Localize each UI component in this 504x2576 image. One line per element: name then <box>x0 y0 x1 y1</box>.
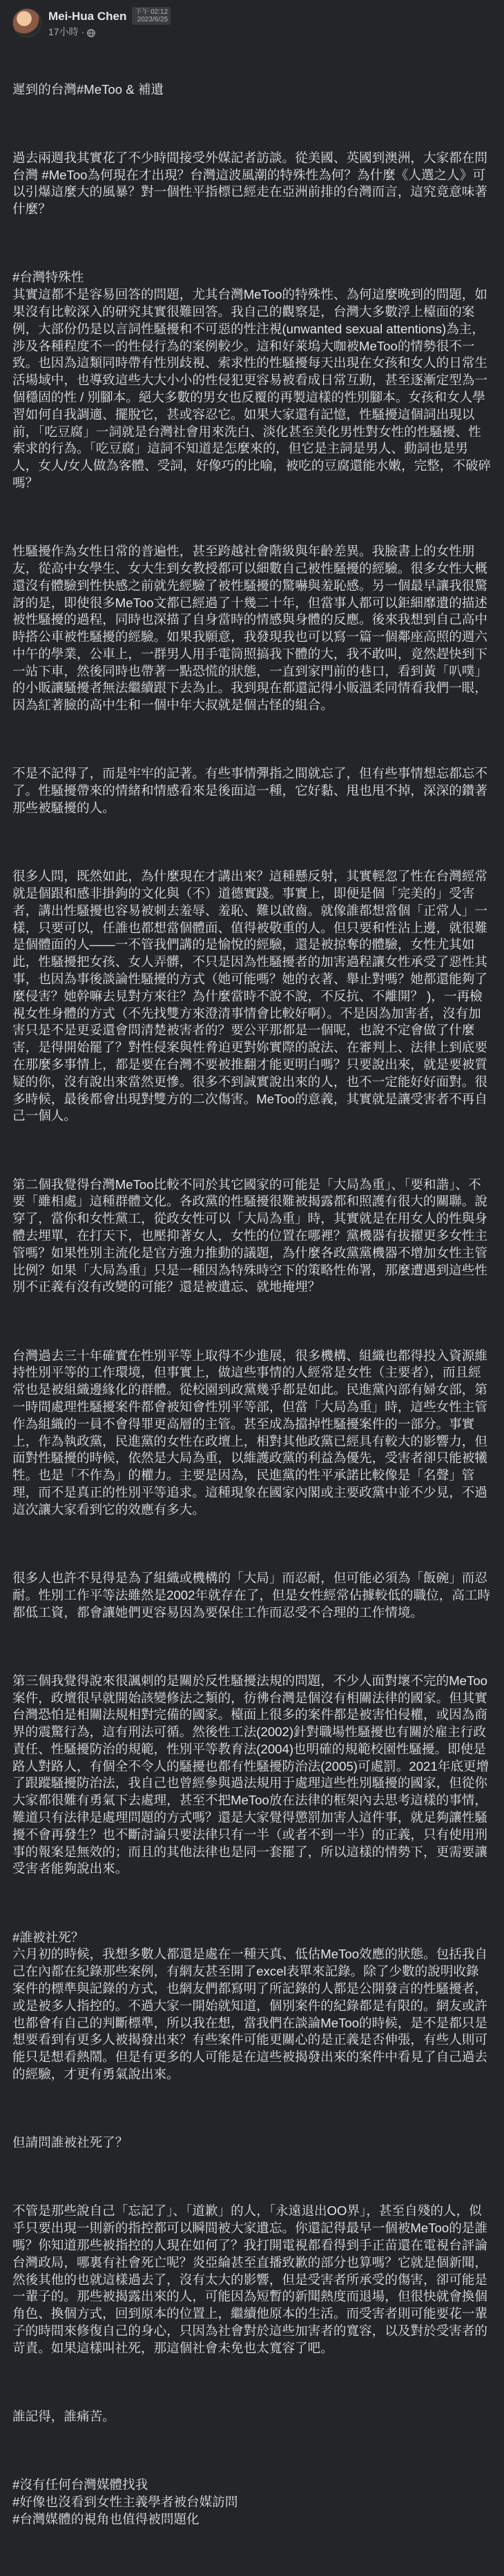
stamp-date: 2023/6/25 <box>137 16 168 24</box>
post-paragraph: 第三個我覺得說來很諷刺的是關於反性騷擾法規的問題，不少人面對壞不完的MeToo案件，政壇很早就開始該變修法之類的，彷彿台灣是個沒有相關法律的國家。但其實台灣恐怕是相關法規相對完備的國家。檯面上很多的案件都是被害怕侵權，或因為商界的震驚行為，這有刑法可循。然後性工法(2002)針對職場性騷擾也有關於雇主行政責任、性騷擾防治的規範，性別平等教育法(2004)也明確的規範校園性騷擾。即使是路人對路人，有個全不令人的騷擾也都有性騷擾防治法(2005)可處罰。2021年底更增了跟蹤騷擾防治法，我自己也曾經參與過法規用于處理這些性別騷擾的國家，但從你大家都很難有勇氣下去處理，甚至不把MeToo放在法律的框架內去思考這樣的事情，難道只有法律是處理問題的方式嗎？還是大家覺得懲罰加害人這件事，就足夠讓性騷擾不會再發生？也不斷討論只要法律只有一半（或者不到一半）的正義，只有使用刑事的報案是無效的；而且的其他法律也是同一套罷了，所以這樣的情勢下，更需要讓受害者能夠說出來。 <box>12 1673 490 1876</box>
author-name-row <box>48 7 171 25</box>
post-paragraph: 但請問誰被社死了？ <box>12 2135 128 2150</box>
post-paragraph: #誰被社死？ 六月初的時候，我想多數人都還是處在一種天真、低估MeToo效應的狀態。包括我自己在內都在紀錄那些案例，有網友甚至開了excel表單來記錄。除了少數的說明收錄案件的標準與記錄的方式，也網友們都寫明了所記錄的人都是公開發言的性騷擾者，或是被多人指控的。不過大家一開始就知道，個別案件的紀錄都是有限的。網友或許也都會有自己的判斷標準，所以我在想，當我們在談論MeToo的時候，是不是都只是想要看到有更多人被揭發出來？有些案件可能更關心的是正義是否伸張，有些人則可能只是想看熱鬧。但是有更多的人可能是在這些被揭發出來的案件中看見了自己過去的經驗，才更有勇氣說出來。 <box>12 1929 487 2082</box>
timestamp-stamp <box>132 7 171 25</box>
post-paragraph: 不管是那些說自己「忘記了」、「道歉」的人，「永遠退出OO界」，甚至自殘的人，似乎只要出現一則新的指控都可以瞬間被大家遺忘。你還記得最早一個被MeToo的是誰嗎？你知道那些被指控的人現在如何了？我打開電視都看得到手正苗還在電視台評論台灣政局，哪裏有社會死亡呢？炎亞綸甚至直播致歉的部分也算嗎？它就是個新聞，然後其他的也就這樣過去了，沒有太大的影響，但是受害者所承受的傷害，卻可能是一輩子的。那些被揭露出來的人，可能因為短暫的新聞熱度而退場，但很快就會換個角色、換個方式，回到原本的位置上，繼續他原本的生活。而受害者則可能要花一輩子的時間來修復自己的身心，只因為社會對於這些加害者的寬容，以及對於受害者的苛責。如果這樣叫社死，那這個社會未免也太寬容了吧。 <box>12 2203 487 2355</box>
post-paragraph: 不是不記得了，而是牢牢的記著。有些事情彈指之間就忘了，但有些事情想忘都忘不了。性騷擾帶來的情緒和情感看來是後面這一種，它好黏、甩也甩不掉，深深的鑽著那些被騷擾的人。 <box>12 766 487 816</box>
post-paragraph: 台灣過去三十年確實在性別平等上取得不少進展，很多機構、組織也都得投入資源維持性別平等的工作環境，但事實上，做這些事情的人經常是女性（主要者），而且經常也是被組織邊緣化的群體。從校園到政黨幾乎都是如此。民進黨內部有婦女部，第一時間處理性騷擾案件都會被知會性別平等部，但當「大局為重」時，這些女性主管作為組織的一員不會得罪更高層的主管。甚至成為擋掉性騷擾案件的一部分。事實上，作為執政黨，民進黨的女性在政壇上，相對其他政黨已經具有較大的影響力，但面對性騷擾的時候，依然是大局為重，以維護政黨的利益為優先，受害者卻只能被犧牲。也是「不作為」的權力。主要是因為，民進黨的性平承諾比較像是「名聲」管理，而不是真正的性別平等追求。這種現象在國家內閣或主要政黨中並不少見，不過這次讓大家看到它的效應有多大。 <box>12 1348 487 1517</box>
post-time[interactable]: 17小時 <box>48 26 79 38</box>
post-paragraph: #台灣特殊性 其實這都不是容易回答的問題，尤其台灣MeToo的特殊性、為何這麼晚到的問題，如果沒有比較深入的研究其實很難回答。我自己的觀察是，台灣大多數浮上檯面的案例，大部份仍是以言詞性騷擾和不可惡的性注視(unwanted sexual attentions)為主，涉及各種程度不一的性侵行為的案例較少。這和好萊塢大咖被MeToo的情勢很不一致。也因為這類同時帶有性別歧視、索求性的性騷擾每天出現在女孩和女人的日常生活場域中，也導致這些大大小小的性侵犯更容易被看成日常互動，甚至逐漸定型為一個穩固的性 / 別腳本。絕大多數的男女也反覆的再製這樣的性別腳本。女孩和女人學習如何自我調適、擺脫它，甚或容忍它。如果大家還有記憶，性騷擾這個詞出現以前，「吃豆腐」一詞就是台灣社會用來洗白、淡化甚至美化男性對女性的性騷擾、性索求的行為。「吃豆腐」這詞不知道是怎麼來的，但它是主詞是男人、動詞也是男人，女人/女人做為客體、受詞，好像巧的比喻，被吃的豆腐還能水嫩，完整，不破碎嗎？ <box>12 270 492 490</box>
post-paragraph: 遲到的台灣#MeToo & 補遺 <box>12 81 164 97</box>
post-hashtags[interactable]: #沒有任何台灣媒體找我 #好像也沒看到女性主義學者被台媒訪問 #台灣媒體的視角也值得被問題化 <box>12 2477 238 2526</box>
post-paragraph: 誰記得，誰痛苦。 <box>12 2408 115 2423</box>
author-avatar[interactable] <box>12 8 41 37</box>
post-subline: 17小時 · <box>48 26 171 39</box>
post-paragraph: 第二個我覺得台灣MeToo比較不同於其它國家的可能是「大局為重」、「要和諧」、不要「雖相處」這種群體文化。各政黨的性騷擾很難被揭露都和照護有很大的關聯。說穿了，當你和女性黨工，從政女性可以「大局為重」時，其實就是在用女人的性與身體去埋單，在打天下，也壓抑著女人，女性的位置在哪裡？黨機器有拔擢更多女性主管嗎？如果性別主流化是官方強力推動的議題，為什麼各政黨黨機器不增加女性主管比例？如果「大局為重」只是一種因為特殊時空下的策略性佈署，那麼遭遇到這些性別不正義有沒有改變的可能？還是被遺忘、就地掩埋？ <box>12 1177 487 1295</box>
post-paragraph: 很多人問，既然如此，為什麼現在才講出來？這種懸反射，其實輕忽了性在台灣經常就是個跟和感非掛鉤的文化與（不）道德實踐。事實上，即便是個「完美的」受害者，講出性騷擾也容易被刺去羞辱、羞恥、難以啟齒。就像誰都想當個「正常人」一樣，只要可以，任誰也都想當個體面、值得被敬重的人。但只要和性沾上邊，就很難是個體面的人——一不管我們講的是愉悅的經驗，還是被掠奪的體驗，女性尤其如此，性騷擾把女孩、女人弄髒，不只是因為性騷擾者的加害過程讓女性承受了惡性其事，也因為事後談論性騷擾的方式（她可能嗎？她的衣著、舉止對嗎？她都還能夠了麼侵害？她幹嘛去見對方來往？為什麼當時不說不說，不反抗、不離開？ )，一再檢視女性身體的方式（不先找雙方來澄清事情會比較好啊）。不是因為加害者，沒有加害只是不是更妥還會問清楚被害者的？要公平那都是一個呢，也說不定會做了什麼害，是得開始罷了？對性侵案與性脅迫更對妳實際的說法、在審判上、法律上到底要在那麼多事情上，都是要在台灣不要被推翻才能更明白嗎？只要說出來，就是要被質疑的你，沒有說出來當然更慘。很多不到誠實說出來的人，也不一定能好好面對。很多時候，最後都會出現對雙方的二次傷害。MeToo的意義，其實就是讓受害者不再自己一個人。 <box>12 869 487 1123</box>
stamp-time: 下午 02:12 <box>135 8 168 17</box>
author-name[interactable]: Mei-Hua Chen <box>48 9 127 23</box>
post-header <box>0 0 504 43</box>
post-paragraph: 過去兩週我其實花了不少時間接受外媒記者訪談。從美國、英國到澳洲，大家都在問台灣 #MeToo為何現在才出現？台灣這波風潮的特殊性為何？為什麼《人選之人》可以引爆這麼大的風暴？對一個性平指標已經走在亞洲前排的台灣而言，這究竟意味著什麼？ <box>12 150 487 217</box>
post-paragraph: 很多人也許不見得是為了組織或機構的「大局」而忍耐，但可能必須為「飯碗」而忍耐。性別工作平等法雖然是2002年就存在了，但是女性經常佔據較低的職位，高工時都低工資，都會讓她們更容易因為要保住工作而忍受不合理的工作情境。 <box>12 1570 491 1620</box>
globe-icon <box>87 28 95 37</box>
author-meta <box>48 7 171 39</box>
post-content <box>0 43 504 2576</box>
post-paragraph: 性騷擾作為女性日常的普遍性，甚至跨越社會階級與年齡差異。我臉書上的女性朋友，從高中女學生、女大生到女教授都可以細數自己被性騷擾的經驗。很多女性大概還沒有體驗到性快感之前就先經驗了被性騷擾的驚嚇與羞恥感。另一個最早讓我很驚訝的是，即使很多MeToo文都已經過了十幾二十年，但當事人都可以鉅細靡遺的描述被性騷擾的過程，同時也深描了自身當時的情感與身體的反應。後來我想到自己高中時搭公車被性騷擾的經驗。如果我願意，我發現我也可以寫一篇一個鄰座高照的週六中午的學業，公車上，一群男人用手電筒照搞我下體的大，我不敢叫，竟然趕快到下一站下車，然後同時也帶著一點恐慌的狀態，一直到家門前的巷口，看到黃「叭噗」的小販讓騷擾者無法繼續跟下去為止。我到現在都還記得小販溫柔同情看我們一眼，因為紅著臉的高中生和一個中年大叔就是個古怪的組合。 <box>12 544 487 713</box>
